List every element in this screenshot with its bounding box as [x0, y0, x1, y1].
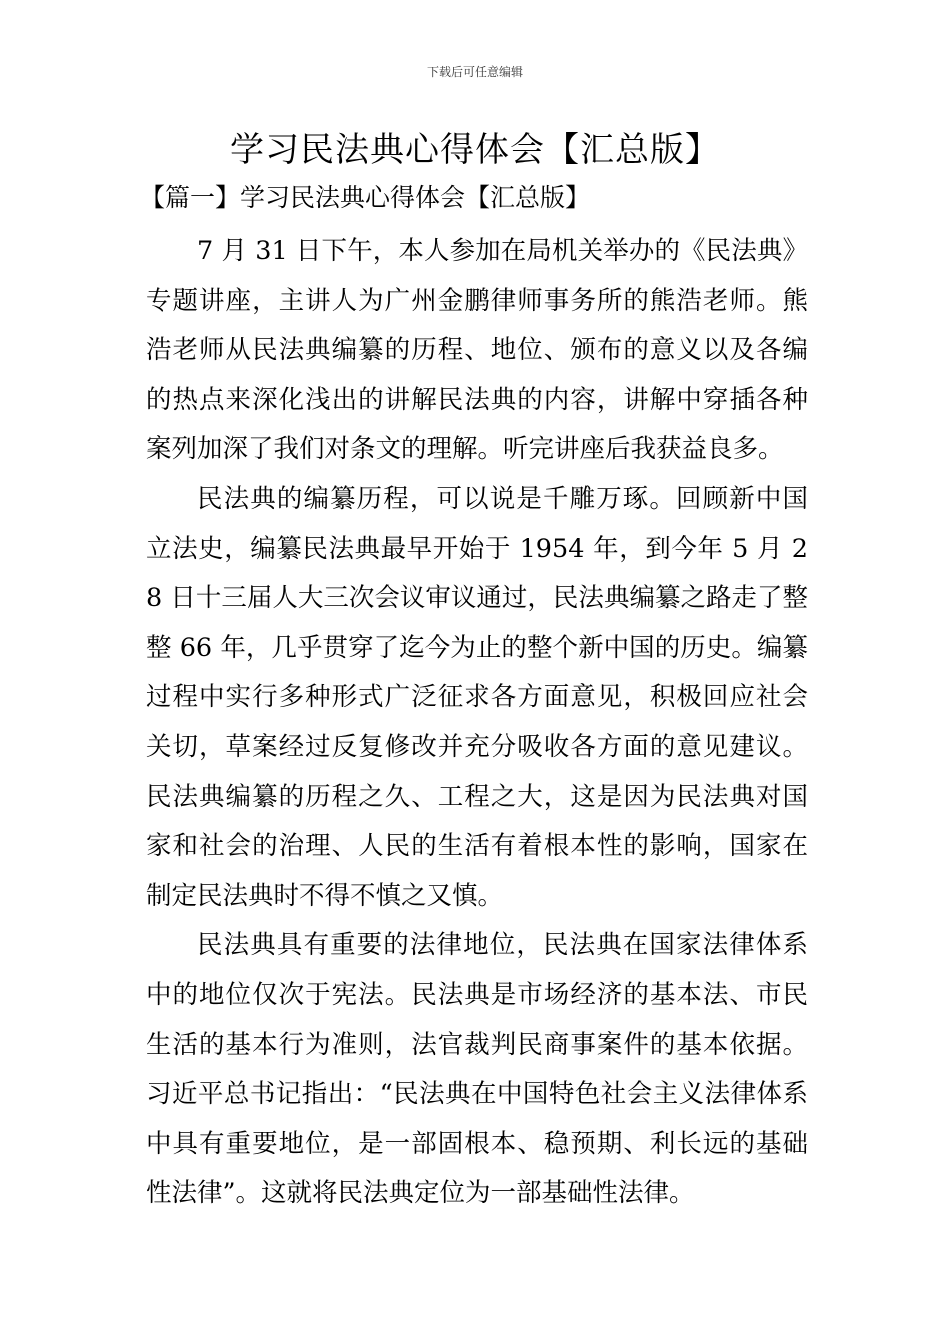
paragraph-1: 7 月 31 日下午，本人参加在局机关举办的《民法典》专题讲座，主讲人为广州金鹏律师事务所的熊浩老师。熊浩老师从民法典编纂的历程、地位、颁布的意义以及各编的热点来深化浅出的讲解民法典的内容，讲解中穿插各种案列加深了我们对条文的理解。听完讲座后我获益良多。	[146, 236, 808, 465]
paragraph-3: 民法典具有重要的法律地位，民法典在国家法律体系中的地位仅次于宪法。民法典是市场经济的基本法、市民生活的基本行为准则，法官裁判民商事案件的基本依据。习近平总书记指出：“民法典在中国特色社会主义法律体系中具有重要地位，是一部固根本、稳预期、利长远的基础性法律”。这就将民法典定位为一部基础性法律。	[146, 930, 808, 1209]
paragraph-2: 民法典的编纂历程，可以说是千雕万琢。回顾新中国立法史，编纂民法典最早开始于 1954 年，到今年 5 月 28 日十三届人大三次会议审议通过，民法典编纂之路走了整整 66 年，几乎贯穿了迄今为止的整个新中国的历史。编纂过程中实行多种形式广泛征求各方面意见，积极回应社会关切，草案经过反复修改并充分吸收各方面的意见建议。民法典编纂的历程之久、工程之大，这是因为民法典对国家和社会的治理、人民的生活有着根本性的影响，国家在制定民法典时不得不慎之又慎。	[146, 483, 808, 911]
header-note: 下载后可任意编辑	[426, 65, 523, 79]
section-heading: 【篇一】学习民法典心得体会【汇总版】	[140, 183, 591, 212]
document-title: 学习民法典心得体会【汇总版】	[230, 130, 720, 170]
document-body	[146, 227, 808, 1219]
